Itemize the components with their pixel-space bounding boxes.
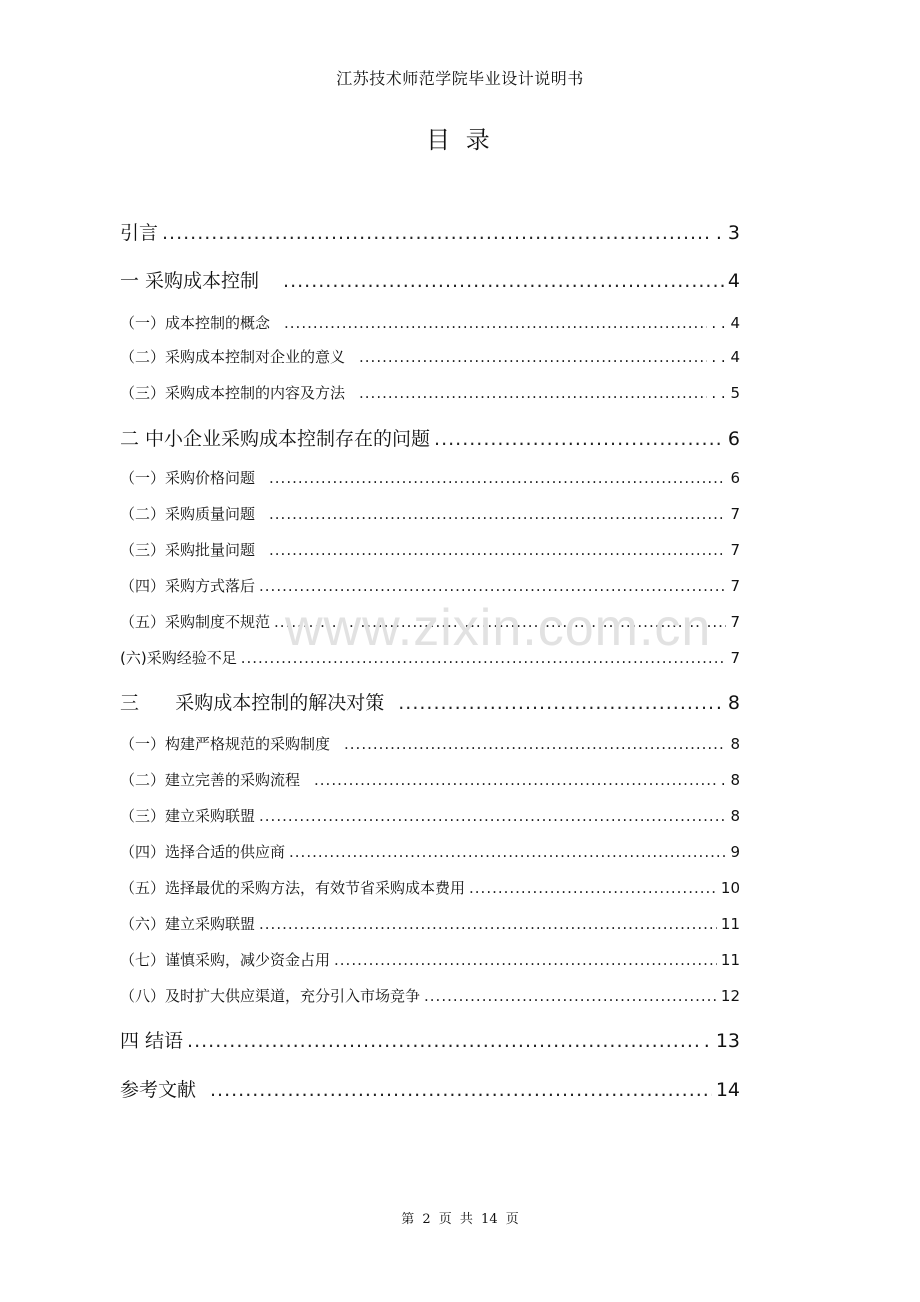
toc-page-number: . 8 <box>720 771 740 789</box>
toc-entry-section[interactable] <box>120 841 740 862</box>
toc-leader-dots <box>334 951 717 969</box>
toc-page-number: . 3 <box>715 222 740 244</box>
toc-leader-dots <box>269 541 726 559</box>
toc-entry-intro[interactable] <box>120 218 740 245</box>
toc-entry-section[interactable] <box>120 805 740 826</box>
toc-entry-chapter-1[interactable] <box>120 266 740 293</box>
toc-leader-dots <box>359 384 707 402</box>
toc-page-number: 7 <box>730 541 740 559</box>
toc-entry-section[interactable] <box>120 539 740 560</box>
toc-page-number: 12 <box>720 987 740 1005</box>
toc-label: （二）采购质量问题 <box>120 505 256 523</box>
toc-page-number: 10 <box>720 879 740 897</box>
toc-page-number: 7 <box>730 577 740 595</box>
toc-leader-dots <box>469 879 717 897</box>
toc-page-number: 14 <box>715 1079 740 1101</box>
toc-label: （一）采购价格问题 <box>120 469 256 487</box>
toc-label: 参考文献 <box>120 1079 197 1101</box>
page-title: 目 录 <box>426 126 494 154</box>
toc-label: （二）建立完善的采购流程 <box>120 771 301 789</box>
toc-page-number: 7 <box>730 613 740 631</box>
toc-label: （四）采购方式落后 <box>120 577 256 595</box>
toc-entry-section[interactable] <box>120 647 740 668</box>
toc-leader-dots <box>210 1079 712 1101</box>
toc-leader-dots <box>274 613 726 631</box>
toc-label: （六）建立采购联盟 <box>120 915 256 933</box>
toc-page-number: . . 5 <box>711 384 740 402</box>
toc-label: （四）选择合适的供应商 <box>120 843 286 861</box>
document-header: 江苏技术师范学院毕业设计说明书 <box>336 69 584 88</box>
toc-leader-dots <box>424 987 717 1005</box>
toc-entry-section[interactable] <box>120 985 740 1006</box>
toc-page-number: 7 <box>730 505 740 523</box>
toc-entry-section[interactable] <box>120 382 740 403</box>
toc-leader-dots <box>344 735 726 753</box>
toc-leader-dots <box>359 348 707 366</box>
toc-label: 一 采购成本控制 <box>120 270 260 292</box>
toc-label: （三）采购成本控制的内容及方法 <box>120 384 346 402</box>
toc-entry-section[interactable] <box>120 733 740 754</box>
toc-page-number: 6 <box>730 469 740 487</box>
toc-label: （五）选择最优的采购方法，有效节省采购成本费用 <box>120 879 466 897</box>
toc-page-number: 7 <box>730 649 740 667</box>
toc-page-number: . . 4 <box>711 348 740 366</box>
toc-page-number: . 8 <box>715 692 740 714</box>
toc-entry-references[interactable] <box>120 1075 740 1102</box>
toc-leader-dots <box>241 649 727 667</box>
toc-leader-dots <box>187 1030 700 1052</box>
toc-label: 二 中小企业采购成本控制存在的问题 <box>120 428 431 450</box>
toc-page-number: 8 <box>730 735 740 753</box>
toc-leader-dots <box>398 692 712 714</box>
toc-page-number: 6 <box>727 428 740 450</box>
toc-label: （一）构建严格规范的采购制度 <box>120 735 331 753</box>
toc-label: （七）谨慎采购，减少资金占用 <box>120 951 331 969</box>
toc-entry-section[interactable] <box>120 913 740 934</box>
toc-page-number: 11 <box>720 951 740 969</box>
toc-leader-dots <box>314 771 717 789</box>
toc-label: （五）采购制度不规范 <box>120 613 271 631</box>
toc-label: 引言 <box>120 222 159 244</box>
toc-leader-dots <box>259 577 726 595</box>
toc-leader-dots <box>259 807 726 825</box>
toc-leader-dots <box>269 505 726 523</box>
toc-leader-dots <box>283 270 724 292</box>
toc-page-number: . . 4 <box>711 314 740 332</box>
toc-label: 四 结语 <box>120 1030 184 1052</box>
toc-label: （二）采购成本控制对企业的意义 <box>120 348 346 366</box>
toc-entry-section[interactable] <box>120 949 740 970</box>
page-footer: 第 2 页 共 14 页 <box>401 1212 519 1227</box>
toc-entry-section[interactable] <box>120 611 740 632</box>
toc-entry-section[interactable] <box>120 467 740 488</box>
toc-label: （八）及时扩大供应渠道，充分引入市场竞争 <box>120 987 421 1005</box>
toc-entry-chapter-3[interactable] <box>120 688 740 715</box>
toc-page-number: . 13 <box>703 1030 740 1052</box>
toc-label: （一）成本控制的概念 <box>120 314 271 332</box>
toc-page-number: 8 <box>730 807 740 825</box>
toc-leader-dots <box>269 469 726 487</box>
toc-label: 三 采购成本控制的解决对策 <box>120 692 385 714</box>
toc-entry-chapter-4[interactable] <box>120 1026 740 1053</box>
toc-entry-section[interactable] <box>120 503 740 524</box>
watermark: www.zixin.com.cn <box>285 599 712 657</box>
toc-label: （三）建立采购联盟 <box>120 807 256 825</box>
toc-leader-dots <box>162 222 712 244</box>
toc-label: (六)采购经验不足 <box>120 649 237 667</box>
toc-entry-chapter-2[interactable] <box>120 424 740 451</box>
toc-leader-dots <box>289 843 726 861</box>
toc-entry-section[interactable] <box>120 769 740 790</box>
toc-entry-section[interactable] <box>120 575 740 596</box>
toc-label: （三）采购批量问题 <box>120 541 256 559</box>
toc-leader-dots <box>434 428 724 450</box>
toc-page-number: 9 <box>730 843 740 861</box>
toc-page-number: 4 <box>727 270 740 292</box>
toc-entry-section[interactable] <box>120 346 740 367</box>
toc-leader-dots <box>284 314 707 332</box>
toc-page-number: 11 <box>720 915 740 933</box>
toc-leader-dots <box>259 915 717 933</box>
toc-entry-section[interactable] <box>120 877 740 898</box>
toc-entry-section[interactable] <box>120 312 740 333</box>
